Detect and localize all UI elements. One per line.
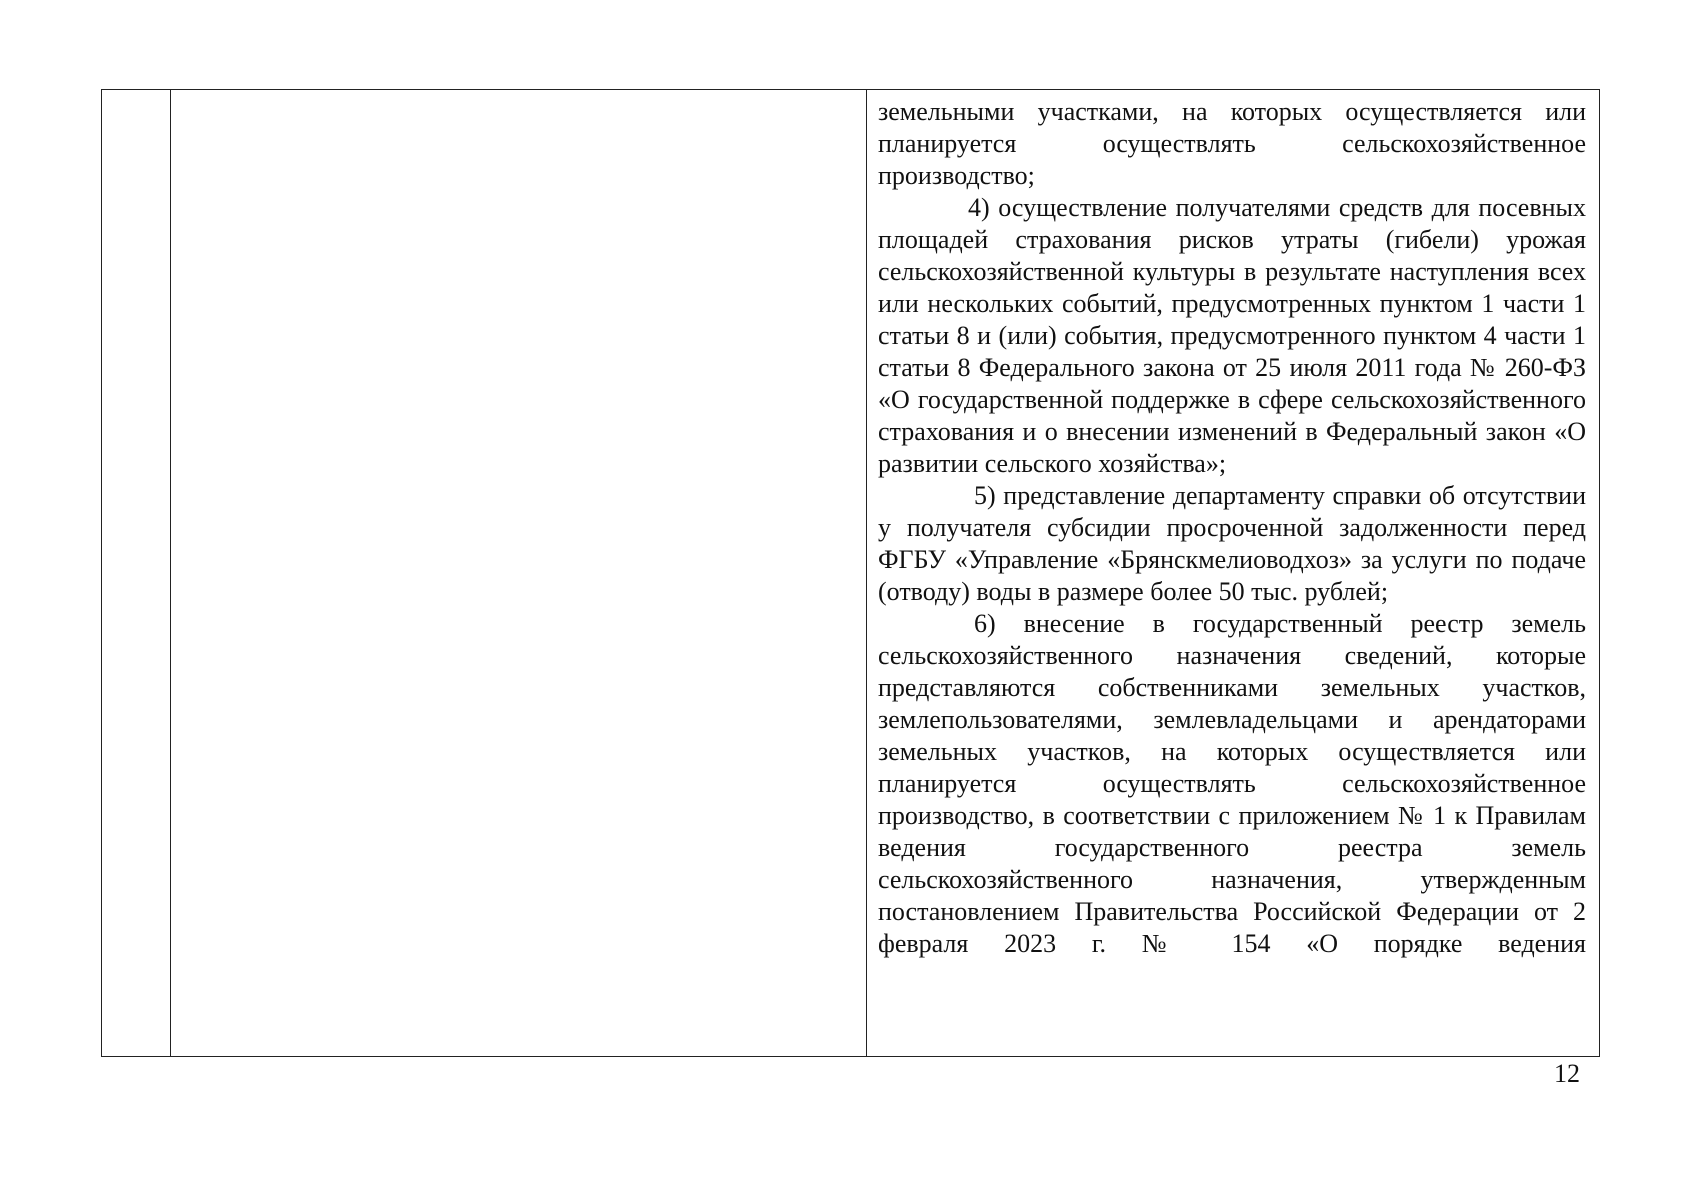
paragraph-item-6: 6) внесение в государственный реестр земель сельскохозяйственного назначения сведений, которые представляются собственниками земельных участков, землепользователями, землевладельцами и арендаторами земельных участков, на которых осуществляется или планируется осуществлять сельскохозяйственное производство, в соответствии с приложением № 1 к Правилам ведения государственного реестра земель сельскохозяйственного назначения, утвержденным постановлением Правительства Российской Федерации от 2 февраля 2023 г. № 154 «О порядке ведения xyxy=(878,609,1586,958)
document-table xyxy=(101,89,1600,1057)
page-number: 12 xyxy=(1554,1059,1580,1088)
column-divider xyxy=(866,90,867,1056)
table-text-cell xyxy=(878,96,1586,960)
column-divider xyxy=(170,90,171,1056)
paragraph-continuation: земельными участками, на которых осуществляется или планируется осуществлять сельскохозяйственное производство; xyxy=(878,97,1586,190)
paragraph-item-5: 5) представление департаменту справки об отсутствии у получателя субсидии просроченной задолженности перед ФГБУ «Управление «Брянскмелиоводхоз» за услуги по подаче (отводу) воды в размере более 50 тыс. рублей; xyxy=(878,481,1586,606)
paragraph-item-4: 4) осуществление получателями средств для посевных площадей страхования рисков утраты (гибели) урожая сельскохозяйственной культуры в результате наступления всех или нескольких событий, предусмотренных пунктом 1 части 1 статьи 8 и (или) события, предусмотренного пунктом 4 части 1 статьи 8 Федерального закона от 25 июля 2011 года № 260-ФЗ «О государственной поддержке в сфере сельскохозяйственного страхования и о внесении изменений в Федеральный закон «О развитии сельского хозяйства»; xyxy=(878,193,1586,478)
